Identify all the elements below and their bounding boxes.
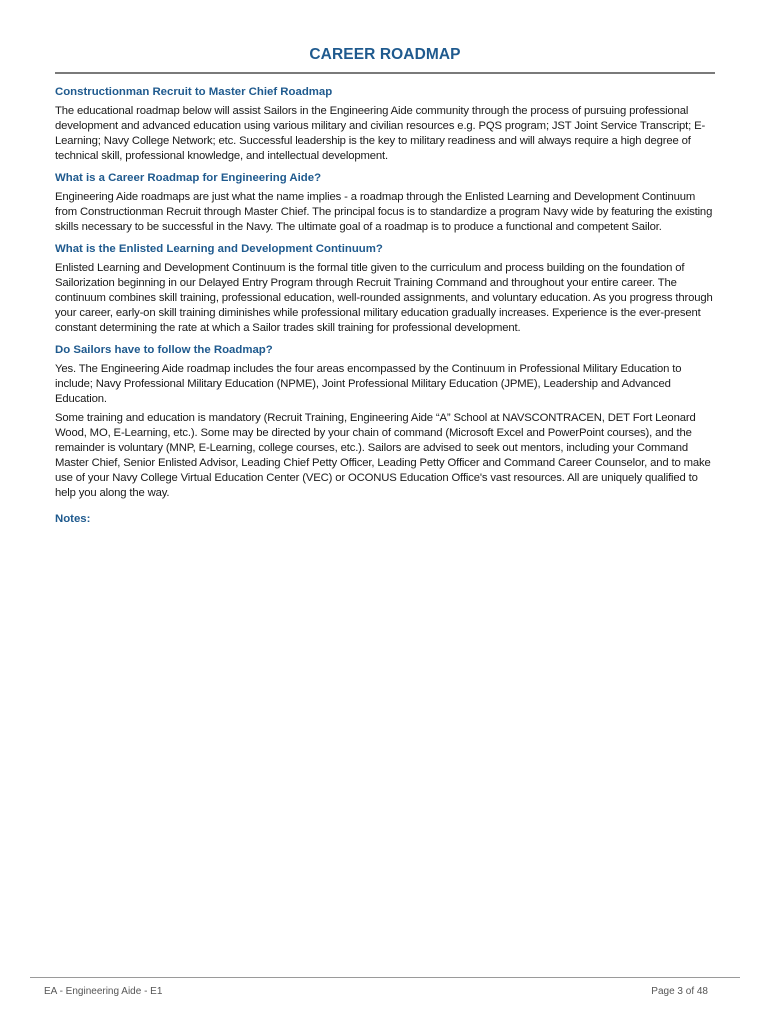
section-heading: Constructionman Recruit to Master Chief Roadmap (55, 86, 333, 98)
footer-page-number: Page 3 of 48 (651, 986, 708, 997)
footer-document-name: EA - Engineering Aide - E1 (44, 986, 163, 997)
section-heading: Do Sailors have to follow the Roadmap? (55, 344, 273, 356)
section-continuum (55, 242, 717, 336)
section-paragraph: Some training and education is mandatory (Recruit Training, Engineering Aide “A” School at NAVSCONTRACEN, DET Fort Leonard Wood, MO, E-Learning, etc.). Some may be directed by your chain of command (Microsoft Excel and PowerPoint courses), and the remainder is voluntary (MNP, E-Learning, college courses, etc.). Sailors are advised to seek out mentors, including your Command Master Chief, Senior Enlisted Advisor, Leading Chief Petty Officer, Leading Petty Officer and Command Career Counselor, and to make use of your Navy College Virtual Education Center (VEC) or OCONUS Education Office's vast resources. All are uniquely qualified to help you along the way. (55, 412, 711, 499)
section-follow-roadmap (55, 343, 717, 501)
title-divider (55, 72, 715, 74)
document-body (55, 85, 717, 527)
section-roadmap-intro (55, 85, 717, 164)
section-what-is-roadmap (55, 171, 717, 235)
notes-label: Notes: (55, 513, 91, 525)
section-paragraph: Enlisted Learning and Development Continuum is the formal title given to the curriculum and process building on the foundation of Sailorization beginning in our Delayed Entry Program through Recruit Training Command and throughout your entire career. The continuum combines skill training, professional education, well-rounded assignments, and voluntary education. As you progress through your career, early-on skill training diminishes while professional military education gradually increases. Experience is the ever-present constant determining the rate at which a Sailor trades skill training for professional development. (55, 262, 713, 334)
section-heading: What is a Career Roadmap for Engineering Aide? (55, 172, 322, 184)
section-paragraph: The educational roadmap below will assist Sailors in the Engineering Aide community through the process of pursuing professional development and advanced education using various military and civilian resources e.g. PQS program; JST Joint Service Transcript; E-Learning; Navy College Network; etc. Successful leadership is the key to military readiness and will always require a high degree of technical skill, professional knowledge, and intellectual development. (55, 105, 706, 162)
page-title: CAREER ROADMAP (309, 46, 461, 63)
footer-divider (30, 977, 740, 978)
section-paragraph: Yes. The Engineering Aide roadmap includes the four areas encompassed by the Continuum in Professional Military Education to include; Navy Professional Military Education (NPME), Joint Professional Military Education (JPME), Leadership and Advanced Education. (55, 363, 682, 405)
section-paragraph: Engineering Aide roadmaps are just what the name implies - a roadmap through the Enlisted Learning and Development Continuum from Constructionman Recruit through Master Chief. The principal focus is to standardize a program Navy wide by featuring the existing skills necessary to be successful in the Navy. The ultimate goal of a roadmap is to produce a functional and competent Sailor. (55, 191, 713, 233)
section-heading: What is the Enlisted Learning and Development Continuum? (55, 243, 383, 255)
